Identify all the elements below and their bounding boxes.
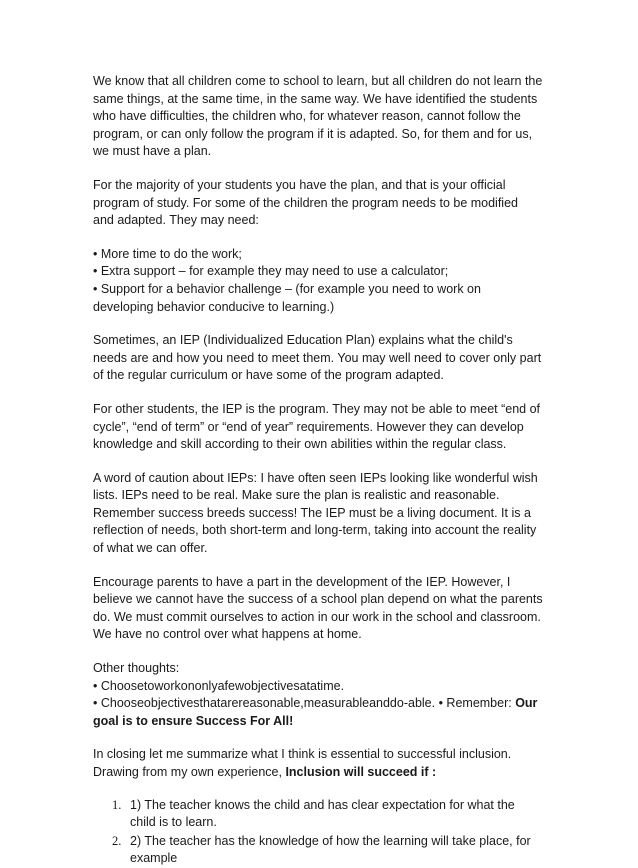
text-line: lists. IEPs need to be real. Make sure the plan is realistic and reasonable.	[93, 488, 500, 503]
text-line: We have no control over what happens at home.	[93, 627, 362, 642]
text-line: 1) The teacher knows the child and has clear expectation for what the	[130, 797, 515, 812]
text-line: Sometimes, an IEP (Individualized Education Plan) explains what the child's	[93, 333, 513, 348]
text-line: of the regular curriculum or have some of the program adapted.	[93, 368, 444, 383]
text-line: believe we cannot have the success of a school plan depend on what the parents	[93, 592, 543, 607]
text-line: do. We must commit ourselves to action in our work in the school and classroom.	[93, 609, 541, 624]
text-line: Encourage parents to have a part in the development of the IEP. However, I	[93, 574, 511, 589]
bold-text: Inclusion will succeed if :	[285, 765, 437, 779]
text-line: A word of caution about IEPs: I have often seen IEPs looking like wonderful wish	[93, 470, 538, 485]
bullet-line: • Choosetoworkononlyafewobjectivesatatime.	[93, 678, 345, 693]
text-line: cycle”, “end of term” or “end of year” requirements. However they can develop	[93, 419, 524, 434]
text-line: program of study. For some of the children the program needs to be modified	[93, 195, 518, 210]
bullet-line: • Extra support – for example they may need to use a calculator;	[93, 264, 449, 279]
paragraph-iep-sometimes	[93, 332, 578, 385]
text-line: program, or can only follow the program if it is adapted. So, for them and for us,	[93, 126, 533, 141]
numbered-list	[93, 797, 578, 868]
bullet-line: • More time to do the work;	[93, 246, 242, 261]
paragraph-intro	[93, 73, 578, 161]
paragraph-parents	[93, 574, 578, 644]
text-line: Remember success breeds success! The IEP must be a living document. It is a	[93, 505, 531, 520]
text-line: reflection of needs, both short-term and long-term, taking into account the reality	[93, 523, 537, 538]
list-number: 1.	[112, 797, 122, 812]
bullet-line	[93, 695, 578, 713]
bold-text: goal is to ensure Success For All!	[93, 713, 294, 728]
list-item	[93, 833, 578, 868]
text-line: example	[130, 851, 178, 866]
list-item	[93, 797, 578, 832]
text-line: same things, at the same time, in the same way. We have identified the students	[93, 91, 538, 106]
paragraph-caution	[93, 470, 578, 558]
text-line: Other thoughts:	[93, 661, 180, 676]
text-line: who have difficulties, the children who, for whatever reason, cannot follow the	[93, 109, 521, 124]
paragraph-iep-program	[93, 401, 578, 454]
text-line	[93, 764, 578, 782]
paragraph-closing	[93, 746, 578, 781]
paragraph-plan	[93, 177, 578, 230]
text-line: needs are and how you need to meet them. You may well need to cover only part	[93, 350, 542, 365]
text-line: We know that all children come to school to learn, but all children do not learn the	[93, 74, 543, 88]
text-line: For other students, the IEP is the program. They may not be able to meet “end of	[93, 401, 541, 416]
plain-text: Drawing from my own experience,	[93, 765, 286, 779]
bullet-line: developing behavior conducive to learning.)	[93, 299, 335, 314]
text-line: For the majority of your students you have the plan, and that is your official	[93, 177, 506, 192]
list-number: 2.	[112, 833, 122, 848]
text-line	[93, 713, 578, 731]
text-line: knowledge and skill according to their own abilities within the regular class.	[93, 437, 507, 452]
bullet-text: • Chooseobjectivesthatarereasonable,measurableanddo-able. • Remember:	[93, 696, 516, 711]
bullet-line: • Support for a behavior challenge – (for example you need to work on	[93, 281, 481, 296]
text-line: of what we can offer.	[93, 541, 208, 556]
text-line: In closing let me summarize what I think is essential to successful inclusion.	[93, 747, 512, 762]
text-line: child is to learn.	[130, 815, 217, 830]
text-line: we must have a plan.	[93, 144, 212, 159]
text-line: and adapted. They may need:	[93, 213, 259, 228]
paragraph-needs-bullets	[93, 246, 578, 316]
bold-text: Our	[515, 696, 538, 711]
text-line: 2) The teacher has the knowledge of how the learning will take place, for	[130, 833, 531, 848]
paragraph-other-thoughts	[93, 660, 578, 730]
